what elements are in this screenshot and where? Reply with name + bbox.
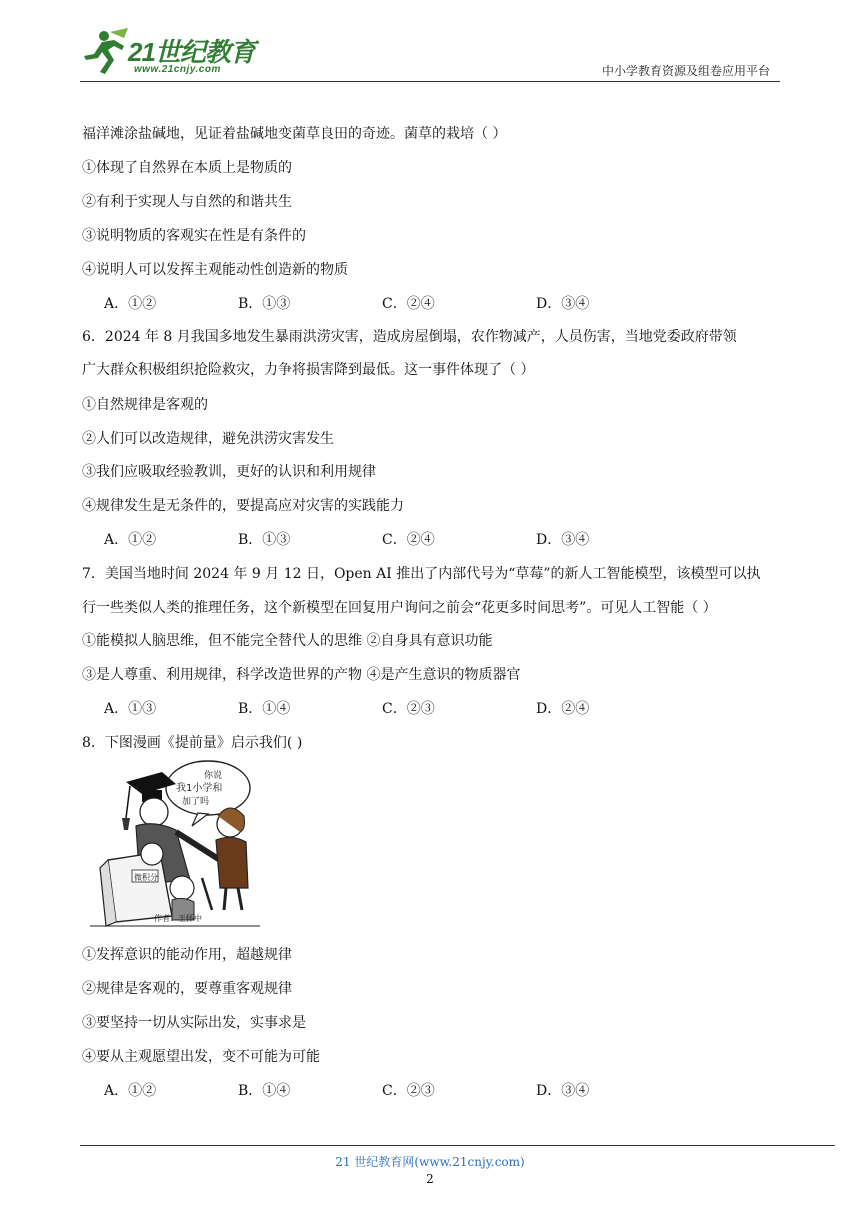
q8-item-3: ③要坚持一切从实际出发，实事求是 [82, 1015, 306, 1031]
q5-options [104, 295, 616, 313]
q6-stem-line1: 6．2024 年 8 月我国多地发生暴雨洪涝灾害，造成房屋倒塌，农作物减产，人员伤害，当地党委政府带领 [82, 329, 737, 345]
q5-item-4: ④说明人可以发挥主观能动性创造新的物质 [82, 262, 348, 278]
q7-option-d[interactable]: D．②④ [536, 701, 590, 717]
q5-option-d[interactable]: D．③④ [536, 296, 590, 312]
q7-stem-line1: 7．美国当地时间 2024 年 9 月 12 日，Open AI 推出了内部代号为“草莓”的新人工智能模型，该模型可以执 [82, 566, 761, 582]
footer-site-link[interactable]: 21 世纪教育网(www.21cnjy.com) [335, 1155, 525, 1169]
q5-option-a[interactable]: A．①② [104, 296, 157, 312]
q6-item-3: ③我们应吸取经验教训，更好的认识和利用规律 [82, 464, 376, 480]
q5-item-2: ②有利于实现人与自然的和谐共生 [82, 194, 292, 210]
q7-option-a[interactable]: A．①③ [104, 701, 157, 717]
q6-item-2: ②人们可以改造规律，避免洪涝灾害发生 [82, 431, 334, 447]
q7-option-c[interactable]: C．②③ [382, 701, 435, 717]
runner-logo-icon [80, 28, 130, 76]
q5-option-b[interactable]: B．①③ [238, 296, 291, 312]
q6-option-a[interactable]: A．①② [104, 532, 157, 548]
q8-stem: 8．下图漫画《提前量》启示我们( ) [82, 735, 303, 751]
q6-option-d[interactable]: D．③④ [536, 532, 590, 548]
q6-option-c[interactable]: C．②④ [382, 532, 435, 548]
header-divider [80, 81, 780, 82]
q7-items-line1: ①能模拟人脑思维，但不能完全替代人的思维 ②自身具有意识功能 [82, 633, 493, 649]
logo-sub-text: www.21cnjy.com [134, 64, 221, 75]
page-number: 2 [426, 1172, 434, 1186]
book-label: 微积分 [134, 873, 158, 882]
header-platform-text: 中小学教育资源及组卷应用平台 [601, 64, 770, 78]
logo [80, 28, 270, 78]
cartoon-image [80, 760, 262, 930]
q8-option-c[interactable]: C．②③ [382, 1083, 435, 1099]
q5-stem: 福洋滩涂盐碱地，见证着盐碱地变菌草良田的奇迹。菌草的栽培（ ） [82, 126, 507, 142]
page-header [80, 28, 780, 80]
bubble-text-1: 你说 [204, 771, 223, 781]
q5-item-3: ③说明物质的客观实在性是有条件的 [82, 228, 306, 244]
q8-option-a[interactable]: A．①② [104, 1083, 157, 1099]
q6-stem-line2: 广大群众积极组织抢险救灾，力争将损害降到最低。这一事件体现了（ ） [82, 362, 535, 378]
cartoon-drawing [80, 760, 262, 930]
q8-option-d[interactable]: D．③④ [536, 1083, 590, 1099]
q8-option-b[interactable]: B．①④ [238, 1083, 291, 1099]
q6-option-b[interactable]: B．①③ [238, 532, 291, 548]
bubble-text-3: 加了吗 [182, 797, 210, 807]
footer-divider [80, 1145, 835, 1146]
q7-stem-line2: 行一些类似人类的推理任务，这个新模型在回复用户询问之前会“花更多时间思考”。可见人工智能（ ） [82, 600, 717, 616]
q5-item-1: ①体现了自然界在本质上是物质的 [82, 160, 292, 176]
q7-options [104, 700, 616, 718]
q8-options [104, 1082, 616, 1100]
logo-main-text: 21世纪教育 [128, 37, 255, 67]
bubble-text-2: 我1小学和 [176, 783, 223, 794]
q6-item-1: ①自然规律是客观的 [82, 397, 208, 413]
q8-item-1: ①发挥意识的能动作用，超越规律 [82, 947, 292, 963]
q5-option-c[interactable]: C．②④ [382, 296, 435, 312]
q6-item-4: ④规律发生是无条件的，要提高应对灾害的实践能力 [82, 498, 404, 514]
q7-option-b[interactable]: B．①④ [238, 701, 291, 717]
q8-item-2: ②规律是客观的，要尊重客观规律 [82, 981, 292, 997]
q7-items-line2: ③是人尊重、利用规律，科学改造世界的产物 ④是产生意识的物质器官 [82, 667, 521, 683]
q8-item-4: ④要从主观愿望出发，变不可能为可能 [82, 1049, 320, 1065]
q6-options [104, 531, 616, 549]
cartoon-credit: 作者：王怀中 [154, 914, 202, 923]
